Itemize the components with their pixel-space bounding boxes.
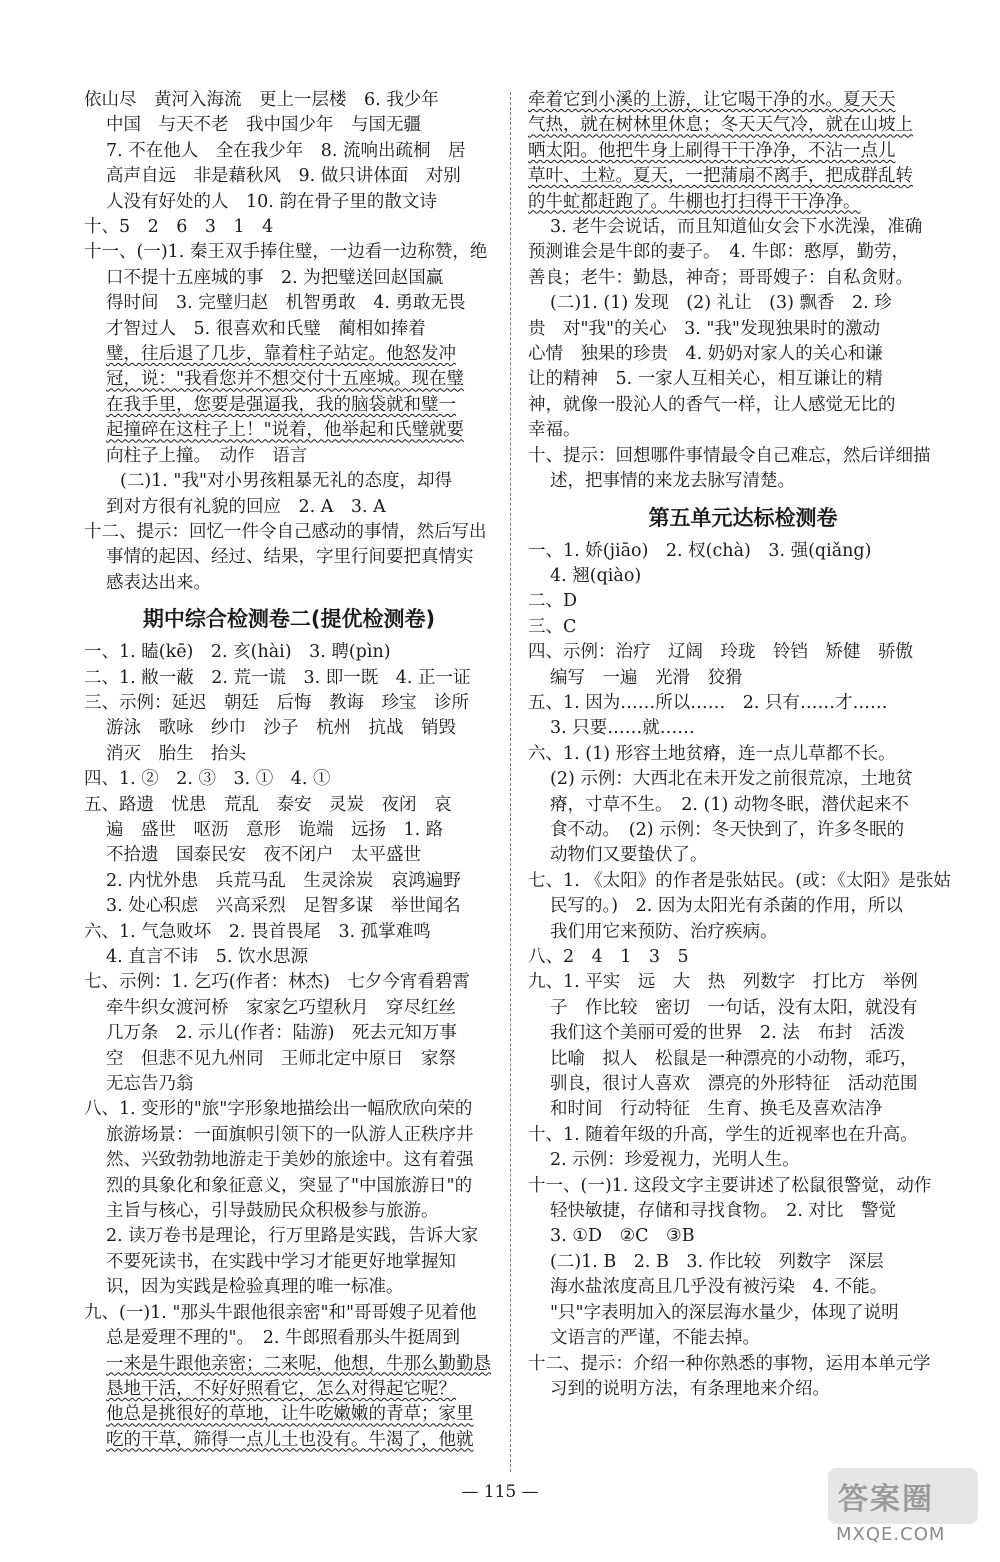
answer-line: 牵着它到小溪的上游，让它喝干净的水。夏天天: [528, 90, 896, 110]
watermark-url: MXQE.COM: [836, 1524, 946, 1545]
answer-line: 牵牛织女渡河桥 家家乞巧望秋月 穿尽红丝: [106, 997, 456, 1018]
answer-line: (二)1. "我"对小男孩粗暴无礼的态度，却得: [120, 471, 453, 492]
watermark: [828, 1468, 978, 1548]
column-divider: [510, 92, 511, 1472]
answer-line: 2. 读万卷书是理论，行万里路是实践，告诉大家: [106, 1226, 479, 1247]
answer-line: 五、1. 因为……所以…… 2. 只有……才……: [528, 692, 888, 713]
answer-line: 2. 内忧外患 兵荒马乱 生灵涂炭 哀鸿遍野: [106, 870, 461, 891]
answer-line: 十二、提示：回忆一件令自己感动的事情，然后写出: [84, 521, 487, 542]
answer-line: (二)1. B 2. B 3. 作比较 列数字 深层: [550, 1251, 884, 1272]
right-column: [528, 88, 958, 1402]
answer-line: 我们用它来预防、治疗疾病。: [550, 921, 778, 942]
answer-line: 十、提示：回想哪件事情最令自己难忘，然后详细描: [528, 445, 931, 466]
watermark-logo: 答案圈: [838, 1482, 934, 1517]
answer-line: 中国 与天不老 我中国少年 与国无疆: [106, 115, 421, 136]
answer-line: 2. 示例：珍爱视力，光明人生。: [550, 1150, 800, 1171]
answer-line: 六、1. 气急败坏 2. 畏首畏尾 3. 孤掌难鸣: [84, 921, 431, 942]
answer-line: 依山尽 黄河入海流 更上一层楼 6. 我少年: [84, 90, 439, 110]
answer-line: (二)1. (1) 发现 (2) 礼让 (3) 飘香 2. 珍: [550, 293, 892, 314]
answer-line: 预测谁会是牛郎的妻子。 4. 牛郎：憨厚，勤劳，: [528, 242, 910, 263]
answer-line: 四、1. ② 2. ③ 3. ① 4. ①: [84, 769, 331, 790]
answer-line: 3. 老牛会说话，而且知道仙女会下水洗澡，准确: [550, 217, 923, 238]
answer-line: 九、1. 平实 远 大 热 列数字 打比方 举例: [528, 972, 918, 993]
answer-line: 十一、(一)1. 秦王双手捧住璧，一边看一边称赞，绝: [84, 242, 488, 263]
answer-line: 草叶、土粒。夏天，一把蒲扇不离手，把成群乱转: [528, 166, 913, 187]
answer-line: 在我手里，您要是强逼我，我的脑袋就和璧一: [106, 394, 456, 415]
section-title: 期中综合检测卷二(提优检测卷): [142, 607, 436, 632]
answer-line: 海水盐浓度高且几乎没有被污染 4. 不能。: [550, 1277, 888, 1298]
answer-line: 一来是牛跟他亲密；二来呢，他想，牛那么勤勤恳: [106, 1353, 491, 1374]
answer-line: 心情 独果的珍贵 4. 奶奶对家人的关心和谦: [528, 344, 883, 365]
answer-line: 旅游场景：一面旗帜引领下的一队游人正秩序井: [106, 1124, 474, 1145]
answer-line: 善良；老牛：勤恳，神奇；哥哥嫂子：自私贪财。: [528, 267, 913, 288]
answer-line: 气热，就在树林里休息；冬天天气冷，就在山坡上: [528, 115, 913, 136]
answer-line: 八、2 4 1 3 5: [528, 947, 689, 967]
answer-line: 让的精神 5. 一家人互相关心，相互谦让的精: [528, 369, 883, 390]
answer-line: 游泳 歌咏 纱巾 沙子 杭州 抗战 销毁: [106, 718, 456, 739]
left-column: [84, 88, 494, 1453]
answer-line: 然、兴致勃勃地游走于美妙的旅途中。这有着强: [106, 1150, 474, 1171]
answer-line: 口不提十五座城的事 2. 为把璧送回赵国赢: [106, 267, 444, 288]
answer-line: 轻快敏捷，存储和寻找食物。 2. 对比 警觉: [550, 1201, 897, 1222]
answer-line: 和时间 行动特征 生育、换毛及喜欢洁净: [550, 1099, 883, 1120]
answer-line: 感表达出来。: [106, 572, 211, 593]
answer-line: 我们这个美丽可爱的世界 2. 法 布封 活泼: [550, 1023, 905, 1044]
answer-line: 不要死读书，在实践中学习才能更好地掌握知: [106, 1251, 456, 1272]
answer-line: 恳地干活，不好好照看它，怎么对得起它呢？: [106, 1378, 456, 1399]
answer-line: 二、D: [528, 591, 578, 612]
answer-line: 3. ①D ②C ③B: [550, 1226, 695, 1247]
answer-line: 事情的起因、经过、结果，字里行间要把真情实: [106, 547, 474, 568]
answer-line: 不拾遗 国泰民安 夜不闭户 太平盛世: [106, 845, 421, 866]
answer-line: 十二、提示：介绍一种你熟悉的事物，运用本单元学: [528, 1353, 931, 1374]
answer-line: 到对方很有礼貌的回应 2. A 3. A: [106, 496, 386, 517]
answer-line: 总是爱理不理的"。 2. 牛郎照看那头牛挺周到: [106, 1328, 461, 1349]
answer-line: 烈的具象化和象征意义，突显了"中国旅游日"的: [106, 1175, 473, 1196]
answer-line: 习到的说明方法，有条理地来介绍。: [550, 1378, 830, 1399]
answer-line: 遍 盛世 呕沥 意形 诡端 远扬 1. 路: [106, 819, 444, 840]
answer-line: 才智过人 5. 很喜欢和氏璧 蔺相如捧着: [106, 318, 426, 339]
answer-line: 五、路遗 忧患 荒乱 泰安 灵炭 夜闭 哀: [84, 794, 452, 815]
answer-line: 冠，说："我看您并不想交付十五座城。现在璧: [106, 369, 465, 390]
answer-line: 动物们又要蛰伏了。: [550, 845, 708, 866]
section-title: 第五单元达标检测卷: [648, 505, 838, 530]
answer-line: 贵 对"我"的关心 3. "我"发现独果时的激动: [528, 318, 880, 339]
answer-line: 识，因为实践是检验真理的唯一标准。: [106, 1277, 404, 1298]
answer-line: 瘠，寸草不生。 2. (1) 动物冬眠，潜伏起来不: [550, 794, 909, 815]
answer-line: 驯良，很讨人喜欢 漂亮的外形特征 活动范围: [550, 1074, 918, 1095]
answer-line: 人没有好处的人 10. 韵在骨子里的散文诗: [106, 191, 437, 212]
answer-line: "只"字表明加入的深层海水量少，体现了说明: [550, 1302, 899, 1323]
answer-line: 3. 处心积虑 兴高采烈 足智多谋 举世闻名: [106, 896, 461, 917]
page-number: — 115 —: [461, 1482, 539, 1502]
answer-line: 六、1. (1) 形容土地贫瘠，连一点儿草都不长。: [528, 743, 896, 764]
answer-line: 他总是挑很好的草地，让牛吃嫩嫩的青草；家里: [106, 1404, 474, 1425]
answer-line: 3. 只要……就……: [550, 718, 695, 739]
answer-line: 神，就像一股沁人的香气一样，让人感觉无比的: [528, 394, 896, 415]
answer-line: 七、1. 《太阳》的作者是张姑民。(或：《太阳》是张姑: [528, 870, 951, 891]
answer-line: 十一、(一)1. 这段文字主要讲述了松鼠很警觉，动作: [528, 1175, 932, 1196]
answer-line: 一、1. 瞌(kē) 2. 亥(hài) 3. 聘(pìn): [84, 642, 391, 663]
answer-line: 一、1. 娇(jiāo) 2. 杈(chà) 3. 强(qiǎng): [528, 540, 872, 561]
answer-line: 三、C: [528, 616, 577, 637]
answer-line: 高声自远 非是藉秋风 9. 做只讲体面 对别: [106, 166, 461, 187]
answer-line: 得时间 3. 完璧归赵 机智勇敢 4. 勇敢无畏: [106, 293, 466, 314]
answer-line: 向柱子上撞。 动作 语言: [106, 445, 308, 466]
answer-line: 述，把事情的来龙去脉写清楚。: [550, 471, 795, 492]
answer-line: 十、5 2 6 3 1 4: [84, 217, 274, 238]
answer-line: 吃的干草，筛得一点儿土也没有。牛渴了，他就: [106, 1429, 474, 1450]
answer-line: 九、(一)1. "那头牛跟他很亲密"和"哥哥嫂子见着他: [84, 1302, 477, 1323]
answer-line: 起撞碎在这柱子上！"说着，他举起和氏璧就要: [106, 420, 465, 441]
answer-line: 编写 一遍 光滑 狡猾: [550, 667, 743, 688]
answer-line: 民写的。) 2. 因为太阳光有杀菌的作用，所以: [550, 896, 903, 917]
answer-line: 文语言的严谨，不能去掉。: [550, 1328, 760, 1349]
answer-line: 4. 翘(qiào): [550, 565, 642, 586]
answer-line: 消灭 胎生 抬头: [106, 743, 246, 764]
answer-line: 主旨与核心，引导鼓励民众积极参与旅游。: [106, 1201, 439, 1222]
answer-line: 比喻 拟人 松鼠是一种漂亮的小动物，乖巧，: [550, 1048, 918, 1069]
answer-line: 7. 不在他人 全在我少年 8. 流响出疏桐 居: [106, 140, 466, 161]
answer-line: 四、示例：治疗 辽阔 玲珑 铃铛 矫健 骄傲: [528, 642, 913, 663]
answer-line: 十、1. 随着年级的升高，学生的近视率也在升高。: [528, 1124, 918, 1145]
answer-line: 4. 直言不讳 5. 饮水思源: [106, 947, 309, 967]
answer-line: 三、示例：延迟 朝廷 后悔 教诲 珍宝 诊所: [84, 692, 469, 713]
answer-line: 璧，往后退了几步，靠着柱子站定。他怒发冲: [106, 344, 456, 365]
answer-line: 二、1. 敝一蔽 2. 荒一谎 3. 即一既 4. 正一证: [84, 667, 471, 688]
answer-line: 八、1. 变形的"旅"字形象地描绘出一幅欣欣向荣的: [84, 1099, 473, 1120]
answer-line: 无忘告乃翁: [106, 1074, 194, 1095]
answer-line: 晒太阳。他把牛身上刷得干干净净，不沾一点儿: [528, 140, 896, 161]
answer-line: 幸福。: [528, 420, 581, 441]
answer-line: 子 作比较 密切 一句话，没有太阳，就没有: [550, 997, 918, 1018]
answer-line: 食不动。 (2) 示例：冬天快到了，许多冬眠的: [550, 819, 905, 840]
answer-line: 空 但悲不见九州同 王师北定中原日 家祭: [106, 1048, 456, 1069]
answer-line: (2) 示例：大西北在未开发之前很荒凉，土地贫: [550, 769, 913, 790]
answer-line: 几万条 2. 示儿(作者：陆游) 死去元知万事: [106, 1023, 457, 1044]
answer-line: 七、示例：1. 乞巧(作者：林杰) 七夕今宵看碧霄: [84, 972, 470, 993]
answer-line: 的牛虻都赶跑了。牛棚也打扫得干干净净。: [528, 191, 861, 212]
